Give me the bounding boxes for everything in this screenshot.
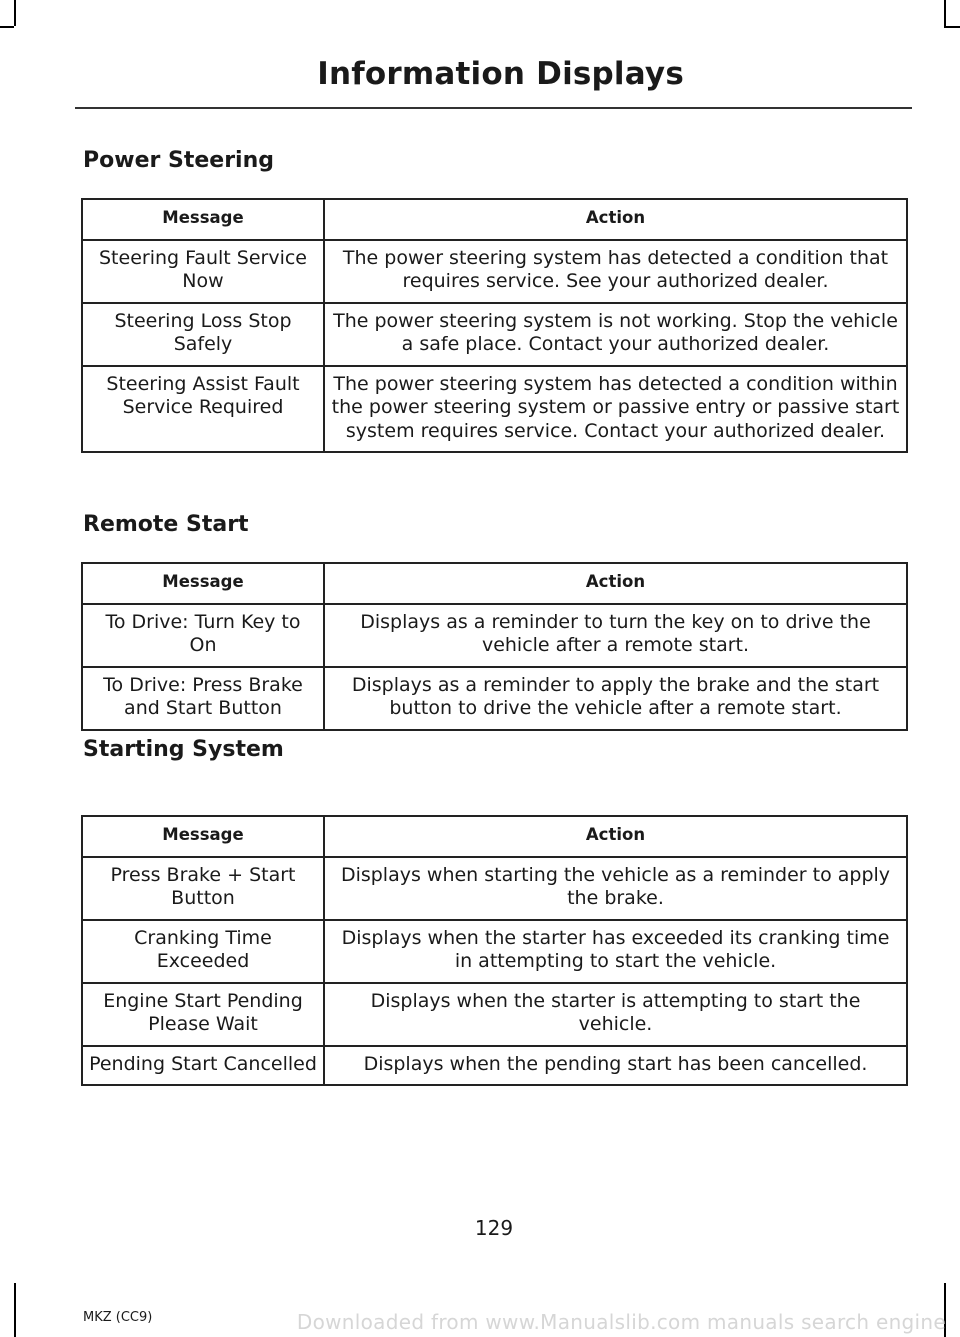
message-cell: Cranking Time Exceeded — [82, 920, 324, 983]
table-row — [82, 240, 907, 303]
column-header-message: Message — [82, 199, 324, 240]
column-header-action: Action — [324, 199, 907, 240]
table-header-row — [82, 816, 907, 857]
action-cell: Displays when starting the vehicle as a reminder to apply the brake. — [324, 857, 907, 920]
column-header-action: Action — [324, 816, 907, 857]
title-divider — [75, 107, 912, 109]
table-row — [82, 604, 907, 667]
section-heading-remote-start: Remote Start — [83, 512, 249, 537]
action-cell: Displays as a reminder to turn the key on to drive the vehicle after a remote start. — [324, 604, 907, 667]
message-cell: Steering Assist Fault Service Required — [82, 366, 324, 453]
table-row — [82, 1046, 907, 1086]
table-row — [82, 920, 907, 983]
page-title: Information Displays — [317, 56, 684, 92]
action-cell: The power steering system has detected a condition that requires service. See your authorized dealer. — [324, 240, 907, 303]
table-row — [82, 303, 907, 366]
message-cell: Steering Fault Service Now — [82, 240, 324, 303]
crop-mark-top-right — [944, 0, 946, 26]
column-header-message: Message — [82, 563, 324, 604]
action-cell: Displays when the pending start has been cancelled. — [324, 1046, 907, 1086]
remote-start-table — [81, 562, 908, 731]
crop-mark-top-right — [944, 26, 960, 28]
footer-model-code: MKZ (CC9) — [83, 1310, 153, 1325]
message-cell: Steering Loss Stop Safely — [82, 303, 324, 366]
section-heading-starting-system: Starting System — [83, 737, 284, 762]
table-header-row — [82, 199, 907, 240]
action-cell: Displays as a reminder to apply the brake and the start button to drive the vehicle after a remote start. — [324, 667, 907, 730]
section-heading-power-steering: Power Steering — [83, 148, 274, 173]
crop-mark-bottom-left — [14, 1283, 16, 1337]
page-number: 129 — [474, 1216, 514, 1240]
message-cell: Engine Start Pending Please Wait — [82, 983, 324, 1046]
crop-mark-top-left — [0, 26, 14, 28]
column-header-action: Action — [324, 563, 907, 604]
footer-watermark: Downloaded from www.Manualslib.com manuals search engine — [296, 1310, 946, 1334]
table-header-row — [82, 563, 907, 604]
message-cell: To Drive: Turn Key to On — [82, 604, 324, 667]
crop-mark-top-left — [14, 0, 16, 26]
action-cell: The power steering system is not working. Stop the vehicle a safe place. Contact your authorized dealer. — [324, 303, 907, 366]
message-cell: Press Brake + Start Button — [82, 857, 324, 920]
power-steering-table — [81, 198, 908, 453]
column-header-message: Message — [82, 816, 324, 857]
action-cell: Displays when the starter has exceeded its cranking time in attempting to start the vehicle. — [324, 920, 907, 983]
table-row — [82, 983, 907, 1046]
action-cell: The power steering system has detected a condition within the power steering system or passive entry or passive start system requires service. Contact your authorized dealer. — [324, 366, 907, 453]
table-row — [82, 667, 907, 730]
message-cell: To Drive: Press Brake and Start Button — [82, 667, 324, 730]
message-cell: Pending Start Cancelled — [82, 1046, 324, 1086]
table-row — [82, 857, 907, 920]
table-row — [82, 366, 907, 453]
starting-system-table — [81, 815, 908, 1086]
action-cell: Displays when the starter is attempting to start the vehicle. — [324, 983, 907, 1046]
